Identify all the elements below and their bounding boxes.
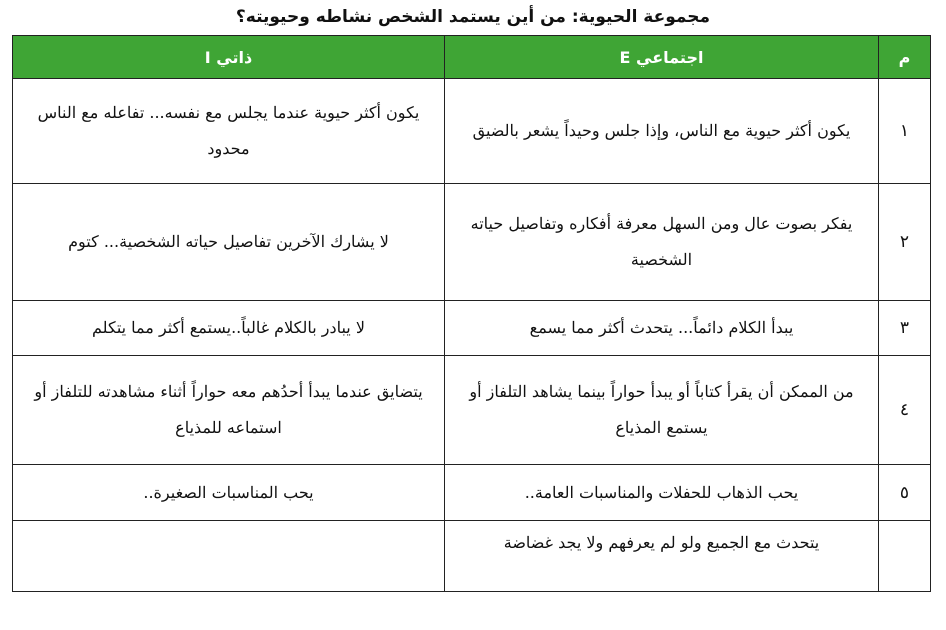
personality-table [12,35,931,592]
header-extrovert: اجتماعي E [445,36,879,79]
table-row [13,184,931,301]
row-number: ٤ [879,356,931,465]
table-row [13,301,931,356]
introvert-cell: لا يبادر بالكلام غالباً..يستمع أكثر مما يتكلم [13,301,445,356]
extrovert-cell: يتحدث مع الجميع ولو لم يعرفهم ولا يجد غضاضة [445,521,879,592]
row-number: ٥ [879,465,931,521]
row-number: ٣ [879,301,931,356]
introvert-cell [13,521,445,592]
extrovert-cell: من الممكن أن يقرأ كتاباً أو يبدأ حواراً بينما يشاهد التلفاز أو يستمع المذياع [445,356,879,465]
introvert-cell: يكون أكثر حيوية عندما يجلس مع نفسه... تفاعله مع الناس محدود [13,79,445,184]
introvert-cell: يتضايق عندما يبدأ أحدُهم معه حواراً أثناء مشاهدته للتلفاز أو استماعه للمذياع [13,356,445,465]
row-number: ١ [879,79,931,184]
table-row [13,521,931,592]
introvert-cell: لا يشارك الآخرين تفاصيل حياته الشخصية... كتوم [13,184,445,301]
header-introvert: ذاتي I [13,36,445,79]
row-number [879,521,931,592]
row-number: ٢ [879,184,931,301]
table-row [13,356,931,465]
table-row [13,465,931,521]
table-row [13,79,931,184]
extrovert-cell: يحب الذهاب للحفلات والمناسبات العامة.. [445,465,879,521]
header-number: م [879,36,931,79]
introvert-cell: يحب المناسبات الصغيرة.. [13,465,445,521]
extrovert-cell: يبدأ الكلام دائماً... يتحدث أكثر مما يسمع [445,301,879,356]
table-header-row [13,36,931,79]
extrovert-cell: يكون أكثر حيوية مع الناس، وإذا جلس وحيداً يشعر بالضيق [445,79,879,184]
page-title: مجموعة الحيوية: من أين يستمد الشخص نشاطه وحيويته؟ [235,7,711,27]
extrovert-cell: يفكر بصوت عال ومن السهل معرفة أفكاره وتفاصيل حياته الشخصية [445,184,879,301]
